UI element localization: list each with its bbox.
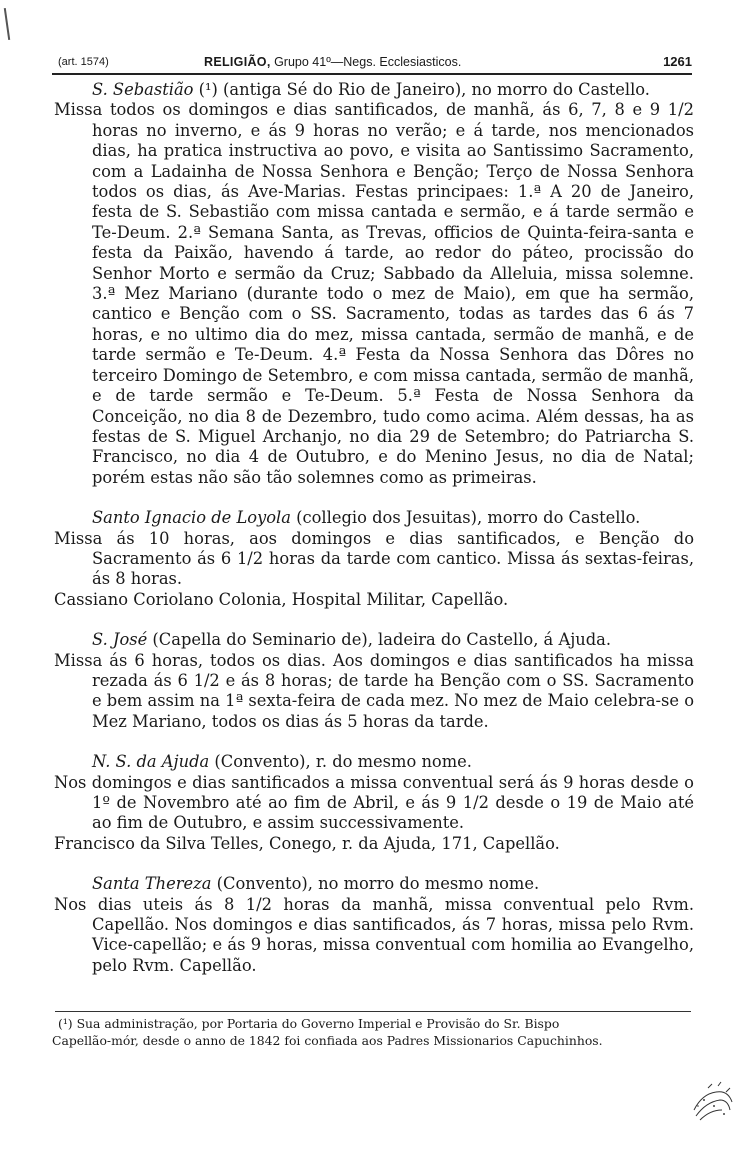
separator	[52, 854, 694, 874]
separator	[52, 488, 694, 508]
header-title-main: RELIGIÃO,	[204, 55, 271, 69]
entry-body: Missa ás 6 horas, todos os dias. Aos domingos e dias santificados ha missa rezada ás 6 1/2 e ás 8 horas; de tarde ha Benção com o SS. Sacramento e bem assim na 1ª sexta-feira de cada mez. No mez de Maio celebra-se o Mez Mariano, todos os dias ás 5 horas da tarde.	[54, 650, 695, 731]
separator	[52, 610, 694, 630]
church-location: (Convento), r. do mesmo nome.	[209, 752, 472, 772]
church-name: Santo Ignacio de Loyola	[92, 508, 291, 528]
entry-heading	[52, 630, 694, 650]
header-rule	[52, 73, 692, 75]
entry-chaplain: Cassiano Coriolano Colonia, Hospital Militar, Capellão.	[54, 589, 509, 609]
running-header	[52, 50, 692, 74]
entry-heading	[52, 80, 694, 100]
entry-body: Missa todos os domingos e dias santificados, de manhã, ás 6, 7, 8 e 9 1/2 horas no inverno, e ás 9 horas no verão; e á tarde, nos mencionados dias, ha pratica instructiva ao povo, e visita ao Santissimo Sacramento, com a Ladainha de Nossa Senhora e Benção; Terço de Nossa Senhora todos os dias, ás Ave-Marias. Festas principaes: 1.ª A 20 de Janeiro, festa de S. Sebastião com missa cantada e sermão, e á tarde sermão e Te-Deum. 2.ª Semana Santa, as Trevas, officios de Quinta-feira-santa e festa da Paixão, havendo á tarde, ao redor do páteo, procissão do Senhor Morto e sermão da Cruz; Sabbado da Alleluia, missa solemne. 3.ª Mez Mariano (durante todo o mez de Maio), em que ha sermão, cantico e Benção com o SS. Sacramento, todas as tardes das 6 ás 7 horas, e no ultimo dia do mez, missa cantada, sermão de manhã, e de tarde sermão e Te-Deum. 4.ª Festa da Nossa Senhora das Dôres no terceiro Domingo de Setembro, e com missa cantada, sermão de manhã, e de tarde sermão e Te-Deum. 5.ª Festa de Nossa Senhora da Conceição, no dia 8 de Dezembro, tudo como acima. Além dessas, ha as festas de S. Miguel Archanjo, no dia 29 de Setembro; do Patriarcha S. Francisco, no dia 4 de Outubro, e do Menino Jesus, no dia de Natal; porém estas não são tão solemnes como as primeiras.	[54, 100, 694, 487]
entry-sao-sebastiao	[52, 80, 694, 488]
entry-body: Missa ás 10 horas, aos domingos e dias santificados, e Benção do Sacramento ás 6 1/2 horas da tarde com cantico. Missa ás sextas-feiras, ás 8 horas.	[54, 528, 694, 589]
entry-heading	[52, 752, 694, 772]
margin-mark	[4, 8, 10, 40]
entry-santo-ignacio	[52, 508, 694, 610]
header-title	[204, 50, 461, 74]
entry-ns-ajuda	[52, 752, 694, 854]
main-content	[52, 80, 694, 976]
page-number: 1261	[663, 54, 692, 69]
entry-santa-thereza	[52, 874, 694, 976]
church-location: (Capella do Seminario de), ladeira do Castello, á Ajuda.	[147, 630, 612, 650]
church-name: S. Sebastião	[92, 80, 194, 99]
church-location: (¹) (antiga Sé do Rio de Janeiro), no morro do Castello.	[193, 80, 650, 99]
church-location: (collegio dos Jesuitas), morro do Castello.	[290, 508, 641, 528]
entry-chaplain: Francisco da Silva Telles, Conego, r. da Ajuda, 171, Capellão.	[54, 833, 560, 853]
footnote-line: (¹) Sua administração, por Portaria do Governo Imperial e Provisão do Sr. Bispo	[58, 1016, 560, 1031]
entry-heading	[52, 508, 694, 528]
church-location: (Convento), no morro do mesmo nome.	[211, 874, 540, 894]
footnote-rule	[55, 1011, 691, 1012]
article-reference: (art. 1574)	[58, 56, 109, 68]
footnote	[52, 1016, 694, 1049]
separator	[52, 732, 694, 752]
entry-sao-jose	[52, 630, 694, 732]
church-name: Santa Thereza	[92, 874, 212, 894]
church-name: N. S. da Ajuda	[92, 752, 210, 772]
entry-heading	[52, 874, 694, 894]
entry-body: Nos dias uteis ás 8 1/2 horas da manhã, missa conventual pelo Rvm. Capellão. Nos domingos e dias santificados, ás 7 horas, missa pelo Rvm. Vice-capellão; e ás 9 horas, missa conventual com homilia ao Evangelho, pelo Rvm. Capellão.	[54, 894, 694, 975]
header-title-rest: Grupo 41º—Negs. Ecclesiasticos.	[274, 55, 462, 69]
ink-smudge-mark	[688, 1080, 736, 1122]
entry-body: Nos domingos e dias santificados a missa conventual será ás 9 horas desde o 1º de Novembro até ao fim de Abril, e ás 9 1/2 desde o 19 de Maio até ao fim de Outubro, e assim successivamente.	[54, 772, 694, 833]
church-name: S. José	[92, 630, 148, 650]
footnote-line: Capellão-mór, desde o anno de 1842 foi confiada aos Padres Missionarios Capuchinhos.	[52, 1032, 603, 1048]
